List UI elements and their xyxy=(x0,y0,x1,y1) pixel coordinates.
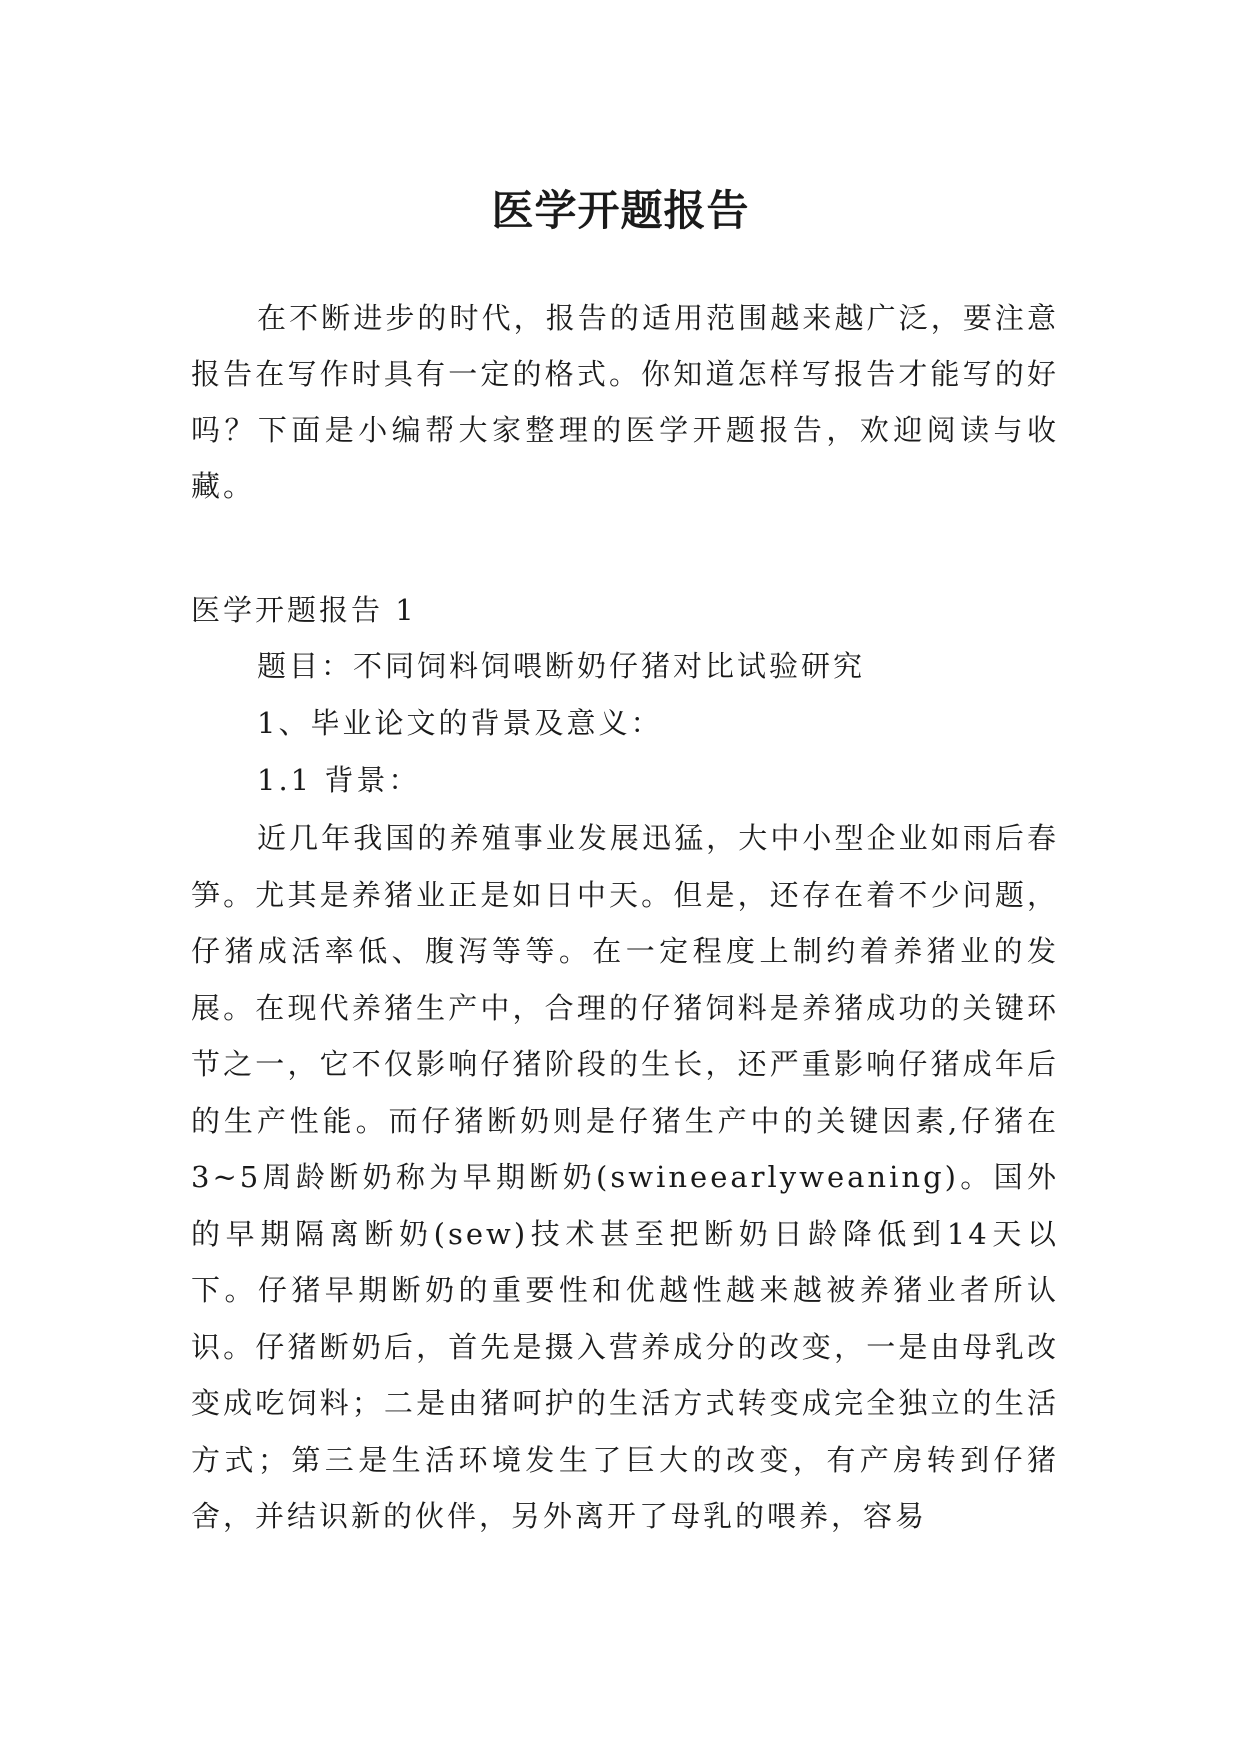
section-1-heading: 1、毕业论文的背景及意义： xyxy=(257,706,663,740)
background-paragraph: 近几年我国的养殖事业发展迅猛，大中小型企业如雨后春笋。尤其是养猪业正是如日中天。但是，还存在着不少问题，仔猪成活率低、腹泻等等。在一定程度上制约着养猪业的发展。在现代养猪生产中，合理的仔猪饲料是养猪成功的关键环节之一，它不仅影响仔猪阶段的生长，还严重影响仔猪成年后的生产性能。而仔猪断奶则是仔猪生产中的关键因素,仔猪在3~5周龄断奶称为早期断奶(swineearlyweaning)。国外的早期隔离断奶(sew)技术甚至把断奶日龄降低到14天以下。仔猪早期断奶的重要性和优越性越来越被养猪业者所认识。仔猪断奶后，首先是摄入营养成分的改变，一是由母乳改变成吃饲料；二是由猪呵护的生活方式转变成完全独立的生活方式；第三是生活环境发生了巨大的改变，有产房转到仔猪舍，并结识新的伙伴，另外离开了母乳的喂养，容易 xyxy=(191,821,1059,1533)
topic-line: 题目：不同饲料饲喂断奶仔猪对比试验研究 xyxy=(257,649,866,683)
intro-paragraph: 在不断进步的时代，报告的适用范围越来越广泛，要注意报告在写作时具有一定的格式。你知道怎样写报告才能写的好吗？下面是小编帮大家整理的医学开题报告，欢迎阅读与收藏。 xyxy=(191,301,1059,503)
section-heading: 医学开题报告 1 xyxy=(191,593,417,627)
section-1-1-heading: 1.1 背景： xyxy=(257,763,421,797)
page-title: 医学开题报告 xyxy=(491,186,750,236)
